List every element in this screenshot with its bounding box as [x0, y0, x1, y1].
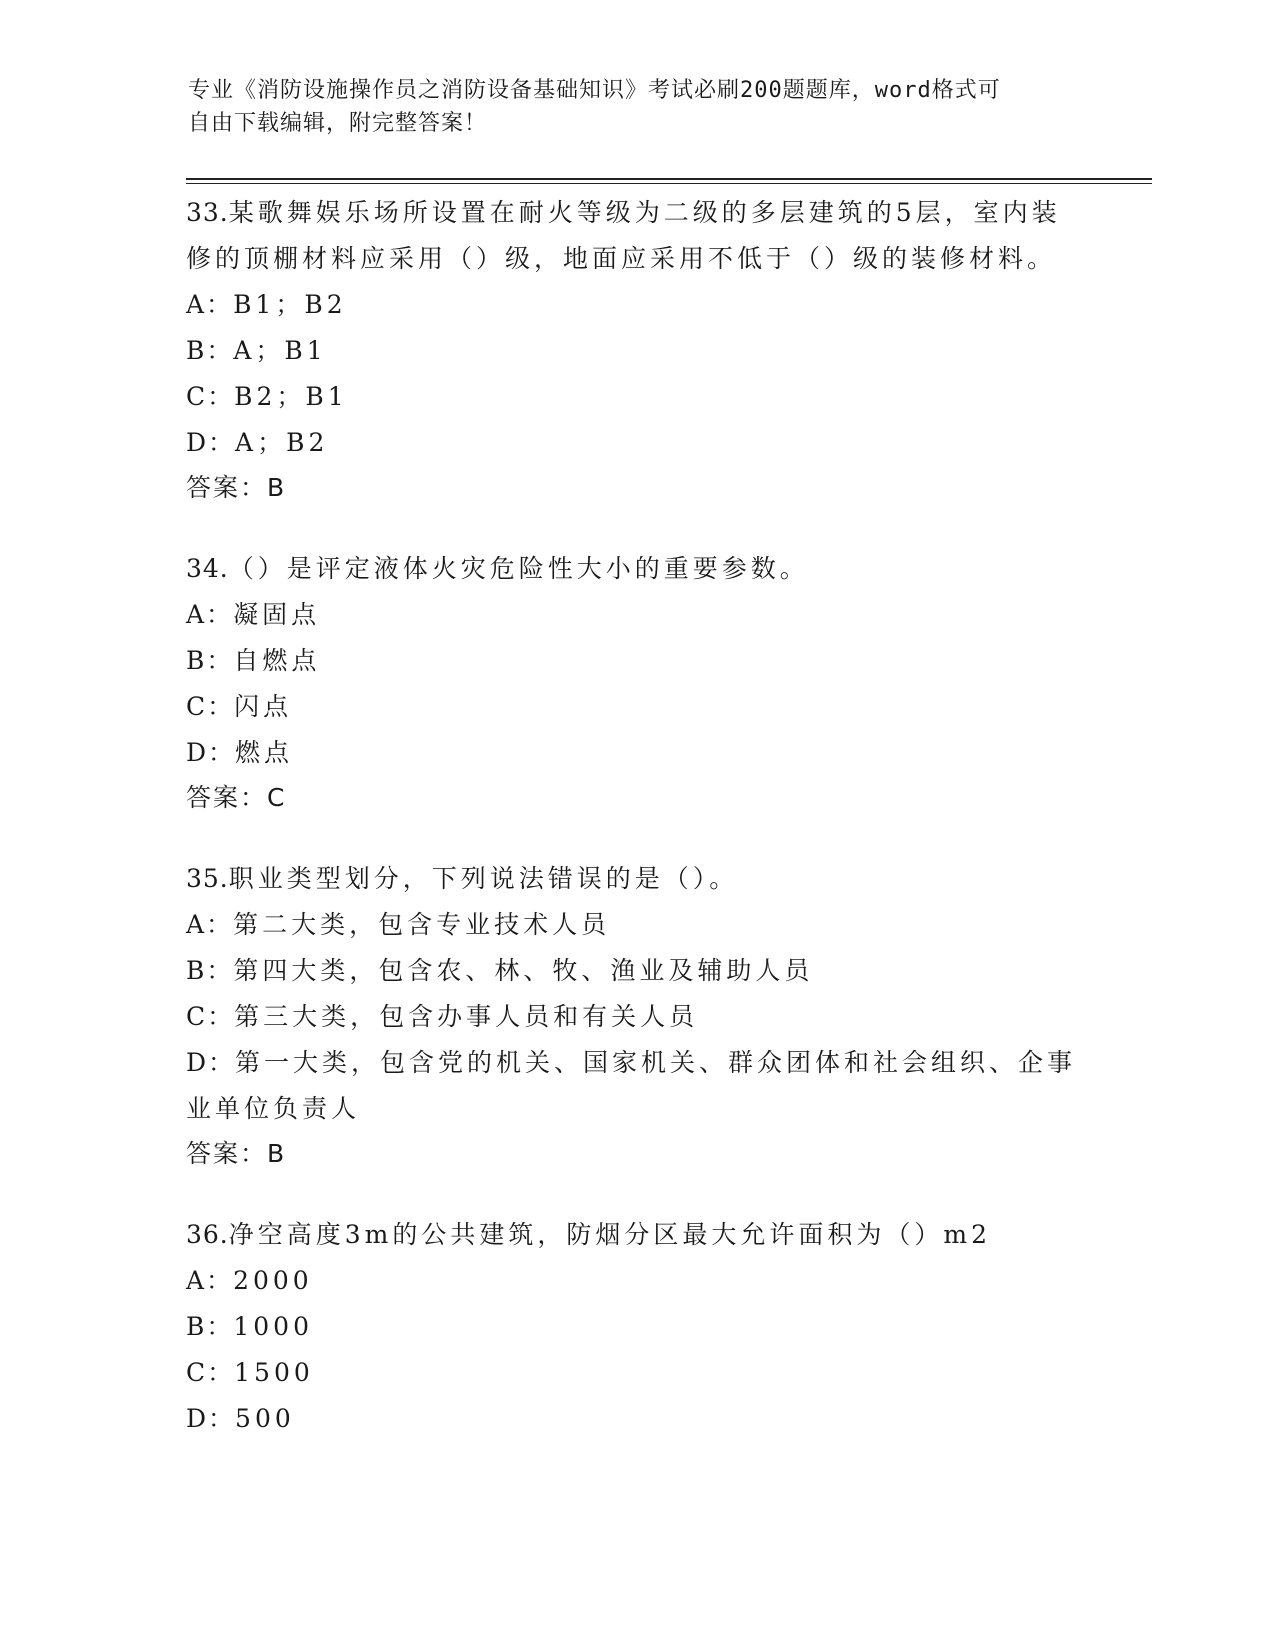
- option-d: [186, 730, 1086, 776]
- option-a: [186, 282, 1086, 328]
- question-text: 职业类型划分，下列说法错误的是（）。: [228, 864, 739, 893]
- option-text: B2；B1: [234, 382, 348, 411]
- option-c: [186, 994, 1086, 1040]
- question-list: [186, 190, 1086, 1478]
- question-33: [186, 190, 1086, 510]
- option-d: [186, 1396, 1086, 1442]
- option-text: 500: [235, 1404, 295, 1433]
- option-b: [186, 638, 1086, 684]
- option-key: B：: [186, 336, 234, 365]
- option-c: [186, 374, 1086, 420]
- option-key: A：: [186, 600, 234, 629]
- question-number: 33.: [186, 198, 229, 227]
- option-text: A；B2: [235, 428, 329, 457]
- option-key: B：: [186, 956, 234, 985]
- header-line-2: 自由下载编辑，附完整答案！: [188, 111, 488, 136]
- option-d: [186, 420, 1086, 466]
- header-divider-thick: [186, 178, 1152, 180]
- option-b: [186, 948, 1086, 994]
- option-key: D：: [186, 428, 236, 457]
- question-stem: [186, 1212, 1086, 1258]
- option-key: B：: [186, 1312, 234, 1341]
- option-key: D：: [186, 738, 236, 767]
- question-35: [186, 856, 1086, 1176]
- option-text: B1；B2: [233, 290, 347, 319]
- option-c: [186, 684, 1086, 730]
- option-text: 第三大类，包含办事人员和有关人员: [234, 1002, 699, 1031]
- question-36: [186, 1212, 1086, 1442]
- option-a: [186, 592, 1086, 638]
- option-text: 2000: [233, 1266, 313, 1295]
- question-text: （）是评定液体火灾危险性大小的重要参数。: [228, 554, 809, 583]
- option-key: D：: [186, 1048, 236, 1077]
- header-divider-thin: [186, 183, 1152, 184]
- answer-line: 答案：B: [186, 1139, 287, 1168]
- question-34: [186, 546, 1086, 820]
- option-text: 燃点: [235, 738, 294, 767]
- option-text: 第二大类，包含专业技术人员: [233, 910, 611, 939]
- question-number: 34.: [186, 554, 229, 583]
- option-key: A：: [186, 1266, 234, 1295]
- header-line-1: 专业《消防设施操作员之消防设备基础知识》考试必刷200题题库，word格式可: [188, 78, 1001, 103]
- option-a: [186, 1258, 1086, 1304]
- question-number: 35.: [186, 864, 229, 893]
- option-a: [186, 902, 1086, 948]
- question-stem: [186, 856, 1086, 902]
- question-text: 净空高度3m的公共建筑，防烟分区最大允许面积为（）m2: [228, 1220, 991, 1249]
- option-key: C：: [186, 1358, 235, 1387]
- option-d: [186, 1040, 1086, 1132]
- option-key: A：: [186, 290, 234, 319]
- question-text: 某歌舞娱乐场所设置在耐火等级为二级的多层建筑的5层，室内装修的顶棚材料应采用（）级，地面应采用不低于（）级的装修材料。: [186, 198, 1061, 273]
- option-key: C：: [186, 382, 235, 411]
- option-text: 1500: [234, 1358, 314, 1387]
- option-b: [186, 1304, 1086, 1350]
- option-text: 闪点: [234, 692, 293, 721]
- question-number: 36.: [186, 1220, 229, 1249]
- option-text: 1000: [233, 1312, 313, 1341]
- answer-line: 答案：B: [186, 473, 287, 502]
- option-key: C：: [186, 1002, 235, 1031]
- option-key: D：: [186, 1404, 236, 1433]
- option-text: A；B1: [233, 336, 327, 365]
- option-key: A：: [186, 910, 234, 939]
- option-key: B：: [186, 646, 234, 675]
- question-stem: [186, 546, 1086, 592]
- option-text: 第一大类，包含党的机关、国家机关、群众团体和社会组织、企事业单位负责人: [186, 1048, 1077, 1123]
- question-stem: [186, 190, 1086, 282]
- option-text: 凝固点: [233, 600, 321, 629]
- option-text: 第四大类，包含农、林、牧、渔业及辅助人员: [233, 956, 814, 985]
- option-text: 自燃点: [233, 646, 321, 675]
- document-header: [188, 74, 1088, 140]
- option-key: C：: [186, 692, 235, 721]
- answer-line: 答案：C: [186, 783, 287, 812]
- option-b: [186, 328, 1086, 374]
- option-c: [186, 1350, 1086, 1396]
